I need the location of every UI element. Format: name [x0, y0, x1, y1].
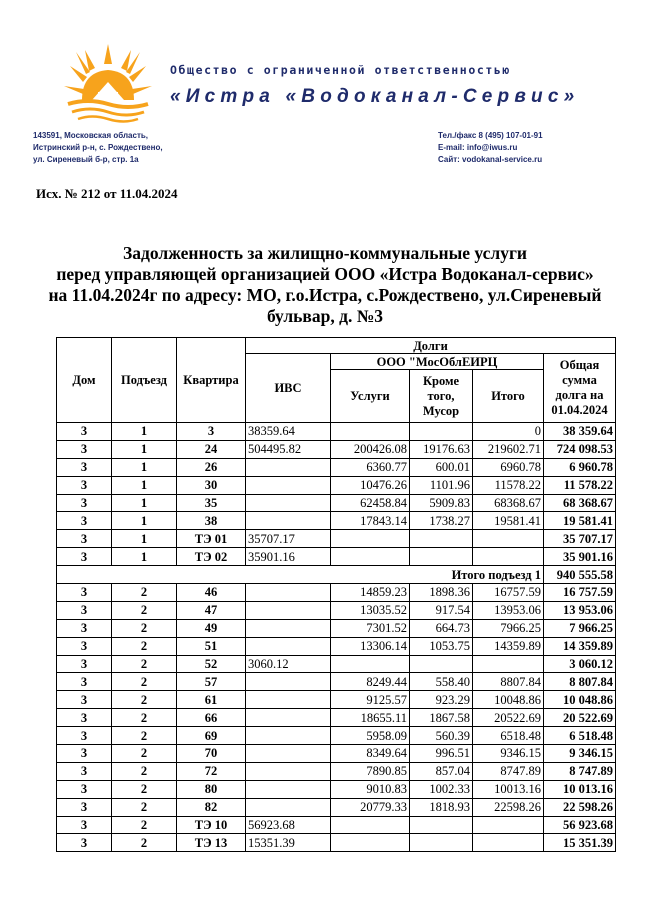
cell-itogo: 8747.89 — [473, 762, 544, 780]
cell-uslugi — [331, 530, 410, 548]
cell-krome — [410, 834, 473, 852]
cell-krome: 1867.58 — [410, 709, 473, 727]
cell-uslugi: 8249.44 — [331, 673, 410, 691]
cell-podezd: 2 — [112, 834, 177, 852]
cell-kvartira: ТЭ 13 — [177, 834, 246, 852]
address-line: ул. Сиреневый б-р, стр. 1а — [33, 155, 139, 164]
table-row — [57, 816, 616, 834]
table-row — [57, 530, 616, 548]
cell-podezd: 2 — [112, 709, 177, 727]
cell-podezd: 2 — [112, 798, 177, 816]
cell-itogo: 7966.25 — [473, 619, 544, 637]
cell-podezd: 1 — [112, 494, 177, 512]
debt-table — [56, 337, 616, 852]
col-header-krome: Кроме того, Мусор — [410, 370, 473, 423]
subtotal-value: 940 555.58 — [544, 566, 616, 584]
cell-dom: 3 — [57, 637, 112, 655]
cell-krome — [410, 548, 473, 566]
table-row — [57, 798, 616, 816]
table-row — [57, 780, 616, 798]
cell-ivs — [246, 458, 331, 476]
cell-kvartira: ТЭ 10 — [177, 816, 246, 834]
cell-total: 16 757.59 — [544, 584, 616, 602]
cell-kvartira: 46 — [177, 584, 246, 602]
cell-ivs — [246, 673, 331, 691]
cell-kvartira: 52 — [177, 655, 246, 673]
cell-dom: 3 — [57, 816, 112, 834]
cell-krome: 996.51 — [410, 745, 473, 763]
cell-itogo: 16757.59 — [473, 584, 544, 602]
cell-uslugi: 7301.52 — [331, 619, 410, 637]
table-row — [57, 745, 616, 763]
cell-krome: 1818.93 — [410, 798, 473, 816]
cell-krome — [410, 530, 473, 548]
cell-podezd: 1 — [112, 512, 177, 530]
cell-total: 3 060.12 — [544, 655, 616, 673]
cell-dom: 3 — [57, 655, 112, 673]
cell-ivs — [246, 512, 331, 530]
cell-itogo — [473, 655, 544, 673]
cell-podezd: 1 — [112, 548, 177, 566]
col-header-mosobl: ООО "МосОблЕИРЦ — [331, 354, 544, 370]
title-line: Задолженность за жилищно-коммунальные услуги — [123, 243, 527, 263]
cell-kvartira: ТЭ 01 — [177, 530, 246, 548]
cell-ivs: 3060.12 — [246, 655, 331, 673]
col-header-uslugi: Услуги — [331, 370, 410, 423]
cell-ivs — [246, 619, 331, 637]
cell-dom: 3 — [57, 601, 112, 619]
table-row — [57, 673, 616, 691]
table-row — [57, 494, 616, 512]
cell-kvartira: 72 — [177, 762, 246, 780]
cell-kvartira: 38 — [177, 512, 246, 530]
cell-podezd: 2 — [112, 673, 177, 691]
cell-total: 11 578.22 — [544, 476, 616, 494]
cell-uslugi: 5958.09 — [331, 727, 410, 745]
cell-krome: 664.73 — [410, 619, 473, 637]
cell-itogo: 14359.89 — [473, 637, 544, 655]
cell-ivs: 38359.64 — [246, 423, 331, 441]
cell-podezd: 2 — [112, 637, 177, 655]
cell-podezd: 2 — [112, 745, 177, 763]
cell-uslugi: 13306.14 — [331, 637, 410, 655]
cell-krome: 1101.96 — [410, 476, 473, 494]
table-row — [57, 637, 616, 655]
cell-kvartira: 3 — [177, 423, 246, 441]
cell-dom: 3 — [57, 762, 112, 780]
cell-kvartira: 24 — [177, 440, 246, 458]
table-row — [57, 619, 616, 637]
table-row — [57, 727, 616, 745]
table-row — [57, 834, 616, 852]
title-line: на 11.04.2024г по адресу: МО, г.о.Истра, с.Рождествено, ул.Сиреневый — [48, 285, 602, 305]
company-address — [33, 130, 163, 166]
cell-dom: 3 — [57, 673, 112, 691]
cell-uslugi: 10476.26 — [331, 476, 410, 494]
cell-krome: 19176.63 — [410, 440, 473, 458]
cell-total: 6 518.48 — [544, 727, 616, 745]
cell-podezd: 2 — [112, 584, 177, 602]
cell-uslugi: 14859.23 — [331, 584, 410, 602]
table-row — [57, 655, 616, 673]
cell-uslugi — [331, 548, 410, 566]
cell-itogo — [473, 548, 544, 566]
cell-krome — [410, 816, 473, 834]
cell-podezd: 2 — [112, 780, 177, 798]
table-row — [57, 762, 616, 780]
cell-kvartira: 57 — [177, 673, 246, 691]
cell-total: 13 953.06 — [544, 601, 616, 619]
col-header-total: Общая сумма долга на 01.04.2024 — [544, 354, 616, 423]
cell-dom: 3 — [57, 584, 112, 602]
table-row — [57, 512, 616, 530]
cell-podezd: 1 — [112, 423, 177, 441]
cell-ivs — [246, 476, 331, 494]
cell-itogo: 10013.16 — [473, 780, 544, 798]
cell-ivs — [246, 745, 331, 763]
cell-total: 19 581.41 — [544, 512, 616, 530]
cell-uslugi — [331, 423, 410, 441]
cell-uslugi — [331, 816, 410, 834]
cell-uslugi: 9125.57 — [331, 691, 410, 709]
cell-krome: 1898.36 — [410, 584, 473, 602]
cell-total: 35 707.17 — [544, 530, 616, 548]
cell-uslugi: 6360.77 — [331, 458, 410, 476]
cell-krome: 1002.33 — [410, 780, 473, 798]
cell-ivs — [246, 691, 331, 709]
cell-krome — [410, 423, 473, 441]
cell-dom: 3 — [57, 458, 112, 476]
address-line: Истринский р-н, с. Рождествено, — [33, 143, 163, 152]
cell-itogo: 68368.67 — [473, 494, 544, 512]
cell-ivs — [246, 637, 331, 655]
cell-total: 6 960.78 — [544, 458, 616, 476]
cell-total: 8 807.84 — [544, 673, 616, 691]
cell-itogo: 20522.69 — [473, 709, 544, 727]
col-header-dolgi: Долги — [246, 338, 616, 354]
cell-krome: 923.29 — [410, 691, 473, 709]
cell-itogo: 6960.78 — [473, 458, 544, 476]
cell-krome: 857.04 — [410, 762, 473, 780]
table-row — [57, 476, 616, 494]
col-header-podezd: Подъезд — [112, 338, 177, 423]
cell-ivs — [246, 601, 331, 619]
cell-total: 20 522.69 — [544, 709, 616, 727]
col-header-ivs: ИВС — [246, 354, 331, 423]
subtotal-label: Итого подъезд 1 — [57, 566, 544, 584]
cell-dom: 3 — [57, 619, 112, 637]
contact-phone: Тел./факс 8 (495) 107-01-91 — [438, 131, 543, 140]
cell-total: 22 598.26 — [544, 798, 616, 816]
cell-ivs — [246, 780, 331, 798]
cell-total: 35 901.16 — [544, 548, 616, 566]
cell-podezd: 1 — [112, 458, 177, 476]
cell-kvartira: 80 — [177, 780, 246, 798]
cell-kvartira: 69 — [177, 727, 246, 745]
cell-podezd: 1 — [112, 440, 177, 458]
cell-uslugi — [331, 834, 410, 852]
cell-podezd: 2 — [112, 601, 177, 619]
table-row — [57, 423, 616, 441]
table-row — [57, 601, 616, 619]
cell-itogo: 11578.22 — [473, 476, 544, 494]
title-line: перед управляющей организацией ООО «Истра Водоканал-сервис» — [56, 264, 594, 284]
cell-dom: 3 — [57, 727, 112, 745]
cell-itogo: 219602.71 — [473, 440, 544, 458]
cell-kvartira: 49 — [177, 619, 246, 637]
cell-kvartira: 66 — [177, 709, 246, 727]
cell-total: 9 346.15 — [544, 745, 616, 763]
document-reference: Исх. № 212 от 11.04.2024 — [36, 186, 178, 201]
cell-uslugi: 62458.84 — [331, 494, 410, 512]
cell-ivs — [246, 584, 331, 602]
subtotal-row — [57, 566, 616, 584]
cell-ivs: 504495.82 — [246, 440, 331, 458]
cell-dom: 3 — [57, 476, 112, 494]
cell-uslugi: 200426.08 — [331, 440, 410, 458]
cell-kvartira: 61 — [177, 691, 246, 709]
cell-kvartira: ТЭ 02 — [177, 548, 246, 566]
cell-itogo: 8807.84 — [473, 673, 544, 691]
cell-itogo: 6518.48 — [473, 727, 544, 745]
cell-ivs — [246, 798, 331, 816]
cell-kvartira: 35 — [177, 494, 246, 512]
cell-total: 38 359.64 — [544, 423, 616, 441]
cell-itogo — [473, 834, 544, 852]
cell-dom: 3 — [57, 691, 112, 709]
cell-ivs: 35901.16 — [246, 548, 331, 566]
cell-krome: 600.01 — [410, 458, 473, 476]
cell-total: 68 368.67 — [544, 494, 616, 512]
cell-total: 56 923.68 — [544, 816, 616, 834]
cell-uslugi: 13035.52 — [331, 601, 410, 619]
table-row — [57, 440, 616, 458]
table-row — [57, 458, 616, 476]
cell-itogo: 22598.26 — [473, 798, 544, 816]
contact-email: E-mail: info@iwus.ru — [438, 143, 518, 152]
cell-krome: 1738.27 — [410, 512, 473, 530]
cell-itogo — [473, 530, 544, 548]
col-header-itogo: Итого — [473, 370, 544, 423]
cell-podezd: 1 — [112, 530, 177, 548]
cell-ivs — [246, 709, 331, 727]
cell-dom: 3 — [57, 512, 112, 530]
cell-itogo: 0 — [473, 423, 544, 441]
cell-dom: 3 — [57, 745, 112, 763]
cell-uslugi: 18655.11 — [331, 709, 410, 727]
cell-total: 7 966.25 — [544, 619, 616, 637]
cell-uslugi: 17843.14 — [331, 512, 410, 530]
cell-dom: 3 — [57, 494, 112, 512]
cell-uslugi: 9010.83 — [331, 780, 410, 798]
cell-krome: 1053.75 — [410, 637, 473, 655]
company-logo-icon — [62, 42, 154, 124]
cell-itogo: 10048.86 — [473, 691, 544, 709]
cell-ivs: 56923.68 — [246, 816, 331, 834]
cell-dom: 3 — [57, 423, 112, 441]
cell-total: 10 048.86 — [544, 691, 616, 709]
cell-kvartira: 26 — [177, 458, 246, 476]
cell-podezd: 2 — [112, 655, 177, 673]
cell-podezd: 1 — [112, 476, 177, 494]
cell-dom: 3 — [57, 709, 112, 727]
cell-krome: 558.40 — [410, 673, 473, 691]
contact-site: Сайт: vodokanal-service.ru — [438, 155, 543, 164]
table-row — [57, 691, 616, 709]
cell-dom: 3 — [57, 834, 112, 852]
cell-ivs: 15351.39 — [246, 834, 331, 852]
cell-ivs — [246, 762, 331, 780]
cell-itogo — [473, 816, 544, 834]
cell-uslugi — [331, 655, 410, 673]
cell-dom: 3 — [57, 780, 112, 798]
cell-kvartira: 82 — [177, 798, 246, 816]
subtotal-section — [57, 566, 616, 584]
cell-podezd: 2 — [112, 816, 177, 834]
cell-krome — [410, 655, 473, 673]
cell-kvartira: 51 — [177, 637, 246, 655]
cell-dom: 3 — [57, 530, 112, 548]
col-header-dom: Дом — [57, 338, 112, 423]
cell-uslugi: 7890.85 — [331, 762, 410, 780]
cell-dom: 3 — [57, 440, 112, 458]
table-row — [57, 584, 616, 602]
table-row — [57, 709, 616, 727]
document-title — [30, 243, 620, 327]
cell-dom: 3 — [57, 798, 112, 816]
cell-total: 10 013.16 — [544, 780, 616, 798]
cell-ivs — [246, 494, 331, 512]
col-header-kvartira: Квартира — [177, 338, 246, 423]
cell-kvartira: 70 — [177, 745, 246, 763]
org-type: Общество с ограниченной ответственностью — [170, 63, 511, 77]
company-contacts — [438, 130, 543, 166]
cell-krome: 560.39 — [410, 727, 473, 745]
cell-podezd: 2 — [112, 762, 177, 780]
cell-itogo: 19581.41 — [473, 512, 544, 530]
cell-itogo: 9346.15 — [473, 745, 544, 763]
cell-total: 15 351.39 — [544, 834, 616, 852]
cell-total: 14 359.89 — [544, 637, 616, 655]
address-line: 143591, Московская область, — [33, 131, 148, 140]
cell-podezd: 2 — [112, 727, 177, 745]
table-body-podezd-1 — [57, 423, 616, 566]
cell-dom: 3 — [57, 548, 112, 566]
cell-ivs: 35707.17 — [246, 530, 331, 548]
cell-podezd: 2 — [112, 619, 177, 637]
cell-uslugi: 8349.64 — [331, 745, 410, 763]
cell-uslugi: 20779.33 — [331, 798, 410, 816]
org-name: «Истра «Водоканал-Сервис» — [170, 86, 580, 107]
cell-krome: 917.54 — [410, 601, 473, 619]
cell-ivs — [246, 727, 331, 745]
title-line: бульвар, д. №3 — [266, 306, 384, 326]
cell-kvartira: 47 — [177, 601, 246, 619]
cell-itogo: 13953.06 — [473, 601, 544, 619]
table-row — [57, 548, 616, 566]
cell-total: 724 098.53 — [544, 440, 616, 458]
cell-kvartira: 30 — [177, 476, 246, 494]
cell-podezd: 2 — [112, 691, 177, 709]
table-body-podezd-2 — [57, 584, 616, 852]
cell-krome: 5909.83 — [410, 494, 473, 512]
cell-total: 8 747.89 — [544, 762, 616, 780]
